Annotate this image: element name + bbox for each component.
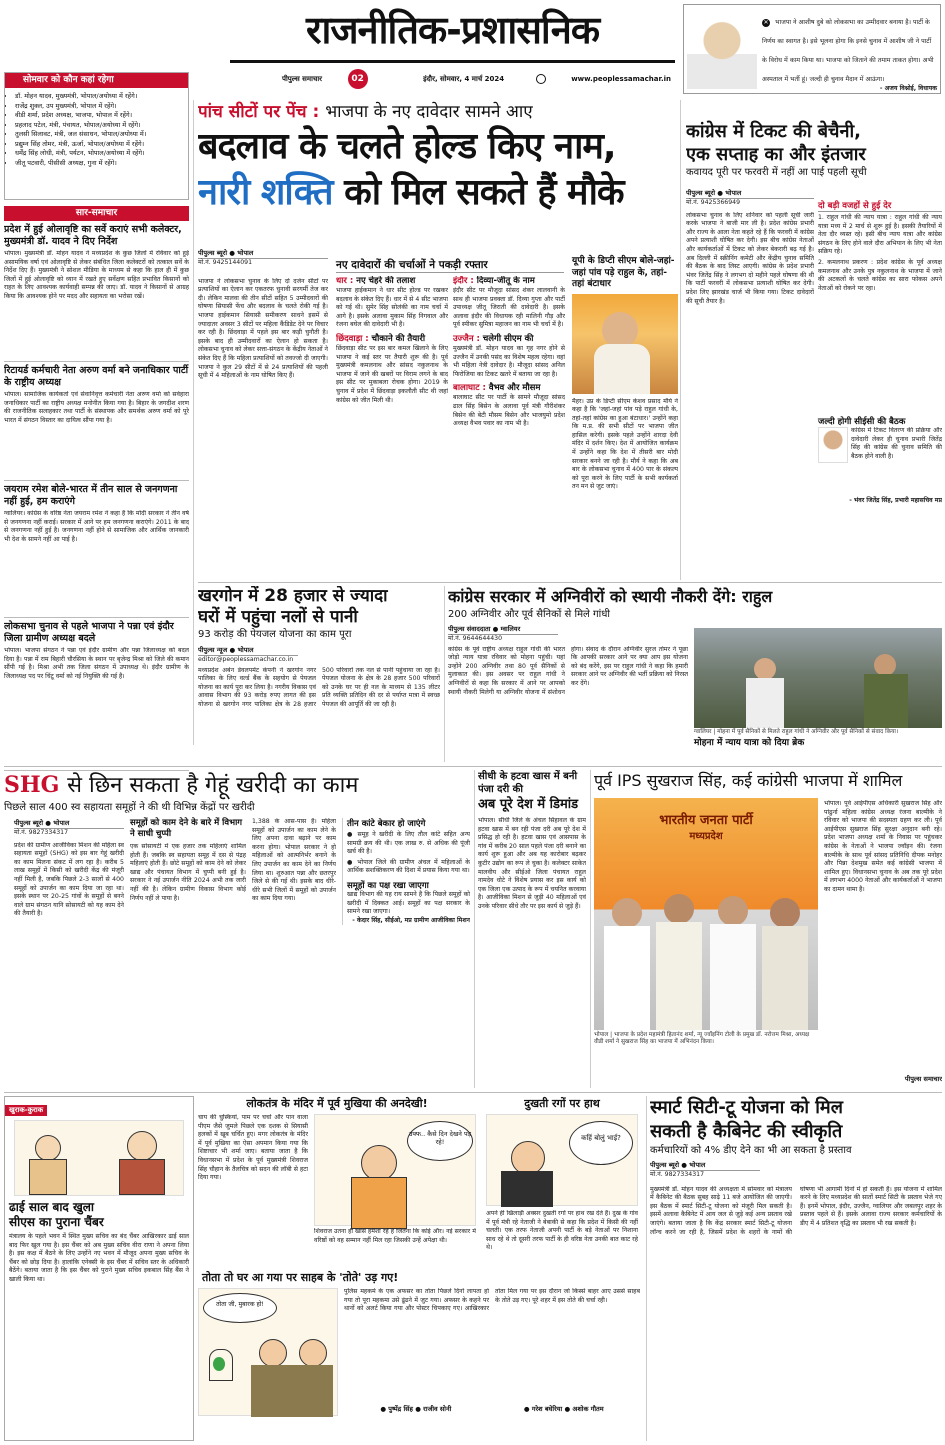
monday-list-item: • प्रहलाद पटेल, मंत्री, पंचायत, भोपाल/अयोध्या में रहेंगे। — [15, 121, 188, 131]
sidhi-story — [478, 770, 586, 1088]
dateline: इंदौर, सोमवार, 4 मार्च 2024 — [423, 74, 505, 83]
smart-city-mobile: मो.नं. 9827334317 — [650, 1171, 705, 1178]
sukhraj-title: पूर्व IPS सुखराज सिंह, कई कांग्रेसी भाजपा में शामिल — [594, 771, 903, 790]
loktantra-title: लोकतंत्र के मंदिर में पूर्व मुखिया की अनदेखी! — [246, 1097, 428, 1110]
sukhraj-footer-tag: पीपुल्स समाचार — [904, 1075, 942, 1083]
khargone-subtitle: 93 करोड़ की पेयजल योजना का काम पूरा — [198, 629, 352, 640]
sukhraj-body: भोपाल। पूर्व आईपीएस अधिकारी सुखराज सिंह और पांढुर्ना महिला कांग्रेस अध्यक्ष रंजना बाल्मीके ने रविवार को भाजपा की सदस्यता ग्रहण कर ली। पूर्व आईपीएस सुखराज सिंह सुरक्षा अनुदान बनी रहे। प्रदेश भाजपा अध्यक्ष शर्मा के निवास पर पहुंचकर कांग्रेस के नेताओं ने भाजपा ज्वॉइन की। रंजना बाल्मीके के साथ पूर्व सांसद प्रतिनिधि दीपक मनोहर और पिन्ना देशमुख समेत कई कांग्रेसी भाजपा में शामिल हुए। विधानसभा चुनाव के अब तक पूरे प्रदेश में लगभग 4000 नेताओं और कार्यकर्ताओं ने भाजपा का दामन थामा है। — [824, 800, 942, 893]
saar-item-title: रिटायर्ड कर्मचारी नेता अरुण वर्मा बने जनाधिकार पार्टी के राष्ट्रीय अध्यक्ष — [4, 365, 189, 388]
tota-cartoon — [198, 1288, 338, 1416]
politician-photo — [687, 11, 757, 89]
sukhraj-story — [594, 770, 942, 1088]
lead-sub-title: नए चेहरे की तलाश — [356, 276, 416, 286]
lead-sub-item — [336, 276, 448, 330]
quote-attribution: - अजय विश्नोई, विधायक — [879, 85, 937, 92]
bjp-event-photo — [594, 798, 818, 1030]
khurak-tag: खुराक-कुराक — [5, 1105, 47, 1116]
saar-item — [4, 618, 189, 771]
saar-item-title: प्रदेश में हुई ओलावृष्टि का सर्वे कराएं सभी कलेक्टर, मुख्यमंत्री डॉ. यादव ने दिए निर्देश — [4, 224, 182, 247]
smart-city-title-2: सकती है कैबिनेट की स्वीकृति — [650, 1121, 843, 1142]
shg-byline: पीपुल्स ब्यूरो ● भोपाल — [14, 818, 124, 829]
shg-title-red: SHG — [4, 772, 60, 798]
congress-title-1: कांग्रेस में टिकट की बेचैनी, — [686, 121, 861, 142]
saar-item-body: भोपाल। मुख्यमंत्री डॉ. मोहन यादव ने मध्यप्रदेश के कुछ जिलों में रविवार को हुई असामयिक वर्षा एवं ओलावृष्टि से लेकर संबंधित जिला कलेक्टरों को तत्काल सर्वे के निर्देश दिए हैं। मुख्यमंत्री ने सोशल मीडिया के माध्यम से कहा कि हाल ही में कुछ जिलों में हुई ओलावृष्टि को ध्यान में रखते हुए सर्वेक्षण सहित प्रभावित किसानों को राहत के लिए आवश्यक कार्यवाही सम्पन्न की जाए। डॉ. यादव ने किसानों से आग्रह किया कि आवश्यक होने पर मदद और सहायता का भरोसा रखें। — [4, 250, 189, 300]
shg-side-body-2: खाद्य विभाग की यह राय सामने है कि पिछले समूहों को खरीदी में दिक्कत आई। समूहों का पक्ष सरकार के सामने रखा जाएगा। — [347, 890, 470, 916]
khurak-cartoon — [14, 1120, 184, 1196]
shg-point: ● समूह ने खरीदी के लिए तौल कांटे सहित अन्य सामग्री क्रय की थी। एक लाख रु. से अधिक की पूंजी खर्च की है। — [347, 831, 470, 856]
khargone-email[interactable]: editor@peoplessamachar.co.in — [198, 656, 294, 663]
loktantra-body-2: शिवराज उतना ही खास हमेशा रहे हैं जितना कि कोई और। नई सरकार में वरिष्ठों को वह सम्मान नहीं मिल रहा जिसकी उन्हें अपेक्षा थी। — [314, 1228, 476, 1244]
saar-item — [4, 221, 189, 362]
loktantra-body: चाय की चुस्कियां, पाम पर चर्चा और पान वाला पीएम जैसे जुमले पिछले एक दशक से सियासी हलकों में खूब चर्चित हुए। मगर लोकतंत्र के मंदिर में पूर्व मुखिया का ऐसा अपमान किया गया कि शिष्टाचार भी शर्मा जाए। बताया जाता है कि विधानसभा में प्रदेश के पूर्व मुख्यमंत्री शिवराज सिंह चौहान के तैलचित्र को सदन की लॉबी से हटा दिया गया। — [198, 1114, 308, 1182]
bjp-banner-text: भारतीय जनता पार्टी — [659, 813, 753, 828]
smart-city-subtitle: कर्मचारियों को 4% डीए देने का भी आ सकता है प्रस्ताव — [650, 1145, 852, 1156]
congress-byline: पीपुल्स ब्यूरो ● भोपाल — [686, 188, 814, 199]
section-title: राजनीतिक-प्रशासनिक — [305, 8, 600, 52]
masthead — [230, 4, 675, 96]
monday-list-item: • जीतू पटवारी, पीसीसी अध्यक्ष, गुना में रहेंगे। — [15, 159, 188, 169]
shg-body: प्रदेश की ग्रामीण आजीविका मिशन की महिला स्व सहायता समूहों (SHG) को इस बार गेहूं खरीदी का काम मिलना संकट में लग रहा है। करीब 5 लाख समूहों में किसी को खरीदी केंद्र की मंजूरी नहीं मिली है, जबकि पिछले 2-3 सालों से 400 समूहों को उपार्जन का काम दिया जा रहा था। इसके स्थान पर 20-25 गांवों के समूहों से बनने वाले ग्राम संगठन यानि सोसायटी को यह काम देने की तैयारी है। — [14, 841, 124, 918]
dukhti-story — [482, 1096, 642, 1266]
saar-item-body: भोपाल। भाजपा संगठन ने पन्ना एवं इंदौर ग्रामीण और पन्ना जिलाध्यक्ष को बदल दिया है। पन्ना में राम बिहारी चौरसिया के स्थान पर बृजेन्द्र मिश्रा को जिले की कमान सौंपी गई है। मिश्रा अभी तक जिला संगठन में उपाध्यक्ष थे। इंदौर ग्रामीण के जिलाध्यक्ष पद पर चिंटू वर्मा को नई नियुक्ति की गई है। — [4, 647, 189, 680]
lead-sub-body: मुख्यमंत्री डॉ. मोहन यादव का गृह नगर होने से उज्जैन में उनकी पसंद का विशेष महत्व रहेगा। वहां भी महिला नेत्री दावेदार है। मौजूदा सांसद अनिल फिरोजिया का टिकट खतरे में बताया जा रहा है। — [453, 344, 565, 378]
loktantra-speech: उफ्फ.. कैसे दिन देखने पड़ रहे! — [407, 1121, 473, 1161]
quote-box — [683, 4, 941, 94]
lead-sub-item — [453, 334, 565, 379]
congress-mobile: मो.नं. 9425366949 — [686, 199, 741, 206]
dukhti-body: अपने ही खिलाड़ी अक्सर दुखती रगों पर हाथ रख देते हैं। दुख के गांव में पूर्व मंत्री रहे नेताजी ने बेबाकी से कहा कि प्रदेश में किसी की नहीं चलती। एक तरफ नेताजी अपनी पार्टी के बड़े नेताओं पर निशाना साध रहे थे तो दूसरी तरफ पार्टी के ही वरिष्ठ नेता उनकी बात काट रहे थे। — [486, 1210, 638, 1252]
lead-headline-1: बदलाव के चलते होल्ड किए नाम, — [198, 126, 616, 167]
shg-side-heading-2: समूहों का पक्ष रखा जाएगा — [347, 880, 429, 891]
agniveer-photo-caption: ग्वालियर | मोहना में पूर्व सैनिकों से मिलते राहुल गांधी ने अग्निवीर और पूर्व सैनिकों से संवाद किया। — [694, 729, 899, 735]
lead-col-b — [453, 276, 565, 576]
quote-text: भाजपा ने आशीष दुबे को लोकसभा का उम्मीदवार बनाया है। पार्टी के निर्णय का स्वागत है। इसे भूलना होगा कि इनसे चुनाव में आशीष जी ने पार्टी के विरोध में काम किया था। भाजपा को जिताने की तमाम ताकत होगा। अभी अस्पताल में भर्ती हूं। जल्दी ही चुनाव मैदान में आऊंगा। — [762, 19, 934, 83]
prabhari-photo — [818, 427, 848, 463]
lead-sub-body: इंदौर सीट पर मौजूदा सांसद शंकर लालवानी के साथ ही भाजपा प्रवक्ता डॉ. दिव्या गुप्ता और पार्टी उपाध्यक्ष जीतू जिराती की दावेदारी है। इसके अलावा इंदौर की विधायक रही मालिनी गौड़ और पूर्व स्पीकर सुमित्रा महाजन का नाम भी चर्चा में है। — [453, 287, 565, 329]
mohna-heading: मोहना में न्याय यात्रा को दिया ब्रेक — [694, 738, 805, 748]
tota-body: पुलिस महकमे के एक अफसर का तोता पिछले दिनों लापता हो गया तो पूरा महकमा उसे ढूंढने में जुट गया। अफसर के कहने पर थानों को अलर्ट किया गया और पोस्टर चिपकाए गए। आखिरकार तोता मिल गया पर इस दौरान जो किस्से बाहर आए उससे साहब के तोते उड़ गए। पूरे शहर में इस तोते की चर्चा रही। — [344, 1288, 640, 1313]
lead-col-a — [336, 276, 448, 576]
lead-sub-title: चलेगी सीएम की — [482, 333, 534, 344]
lead-sub-label: धार : — [336, 276, 357, 286]
tota-speech: तोता जी, मुबारक हो! — [203, 1293, 277, 1323]
congress-title-2: एक सप्ताह का और इंतजार — [686, 144, 866, 165]
khurak-title-2: सीएस का पुराना चैंबर — [9, 1215, 104, 1229]
agniveer-photo — [694, 628, 942, 728]
khargone-story — [198, 586, 440, 762]
monday-heading: सोमवार को कौन कहां रहेगा — [5, 73, 188, 88]
paper-name: पीपुल्स समाचार — [282, 74, 323, 83]
bjp-banner-sub: मध्यप्रदेश — [689, 831, 723, 842]
saar-item-body: भोपाल। सामाजिक कार्यकर्ता एवं सेवानिवृत्त कर्मचारी नेता अरुण वर्मा को सर्वहारा जनाधिकार पार्टी का राष्ट्रीय अध्यक्ष मनोनीत किया गया है। बिहार के जगदीश शरण की राजनीतिक सलाहकार तथा पार्टी के संस्थापक और समर्थक अरुण वर्मा को पूरे भारत में संगठन विस्तार का दायित्व सौंपा गया है। — [4, 391, 189, 424]
dukhti-speech: कहिं बोलुं भाई? — [569, 1121, 633, 1165]
shg-inset-body: एक सोसायटी में एक हजार तक महिलाएं शामिल होती हैं। जबकि स्व सहायता समूह में दस से पंद्रह महिलाएं होती हैं। छोटे समूहों को काम देने को लेकर खाद्य और पंचायत विभाग में चुप्पी बनी हुई है। सरकार ने नई उपार्जन नीति 2024 अभी तक जारी नहीं की है। लेकिन ग्रामीण विकास विभाग कोई निर्णय नहीं ले पाया है। — [130, 843, 246, 902]
tota-title: तोता तो घर आ गया पर साहब के 'तोते' उड़ गए! — [202, 1271, 399, 1284]
lead-sub-title: दिव्या-जीतू के नाम — [476, 276, 535, 286]
lead-subheading: नए दावेदारों की चर्चाओं ने पकड़ी रफ्तार — [336, 258, 564, 273]
agniveer-subtitle: 200 अग्निवीर और पूर्व सैनिकों से मिले गांधी — [448, 609, 610, 620]
saar-item — [4, 362, 189, 481]
close-quote-icon: ✕ — [763, 19, 769, 26]
bjp-photo-caption: भोपाल | भाजपा के प्रदेश महामंत्री हितानंद शर्मा, न्यू ज्वॉइनिंग टोली के प्रमुख डॉ. नरोत्तम मिश्रा, अध्यक्ष वीडी शर्मा ने सुखराज सिंह का भाजपा में अभिनंदन किया। — [594, 1032, 810, 1046]
lead-mobile: मो.नं. 9425144091 — [198, 259, 253, 266]
saar-item — [4, 481, 189, 618]
shg-side-heading: तीन कांटे बेकार हो जाएंगे — [347, 819, 426, 829]
khurak-box — [4, 1096, 194, 1441]
deputy-cm-photo — [572, 294, 678, 394]
loktantra-story — [198, 1096, 476, 1266]
shg-mobile: मो.नं. 9827334317 — [14, 829, 69, 836]
congress-side-heading: दो बड़ी वजहों से हुई देर — [818, 200, 942, 212]
lead-sub-body: छिंदवाड़ा सीट पर इस बार कमल खिलाने के लिए भाजपा ने कई स्तर पर तैयारी शुरू की है। पूर्व मुख्यमंत्री कमलनाथ और सांसद नकुलनाथ के भाजपा में जाने की खबरों पर विराम लगने के बाद इस सीट पर मुकाबला रोचक होगा। 2019 के चुनाव में प्रदेश में छिंदवाड़ा इकलौती सीट थी जहां कांग्रेस को जीत मिली थी। — [336, 344, 448, 404]
footer-byline-2: ● गरेश बघेरिया ● अशोक गौतम — [523, 1405, 604, 1413]
parrot-icon — [213, 1357, 225, 1371]
lead-sub-item — [453, 276, 565, 330]
shg-side-attribution: - केदार सिंह, सीईओ, मप्र ग्रामीण आजीविका मिशन — [352, 916, 470, 924]
saar-heading: सार-समाचार — [4, 206, 189, 221]
dukhti-cartoon — [486, 1114, 638, 1206]
tota-story — [198, 1270, 642, 1420]
monday-box — [4, 72, 189, 200]
lead-story — [198, 100, 678, 580]
khargone-body: मध्यप्रदेश अर्बन डेवलपमेंट कंपनी ने खरगोन नगर पालिका के लिए वर्ल्ड बैंक के सहयोग से पेयजल योजना का कार्य पूरा कर लिया है। नगरीय विकास एवं आवास विभाग की 93 करोड़ रुपए लागत की इस योजना से खरगोन नगर पालिका क्षेत्र के 28 हजार 500 परिवारों तक नल से पानी पहुंचाया जा रहा है। पेयजल योजना के क्षेत्र के 28 हजार 500 परिवारों को उनके घर पर ही नल के माध्यम से 135 लीटर प्रति व्यक्ति प्रतिदिन की दर से पर्याप्त मात्रा में स्वच्छ पेयजल की आपूर्ति की जा रही है। — [198, 666, 440, 708]
lead-body: भाजपा ने लोकसभा चुनाव के लिए दो दर्जन सीटों पर प्रत्याशियों का ऐलान कर एकतरफ चुनावी सरगर्मी तेज कर दी। लेकिन मालवा की तीन सीटों सहित 5 उम्मीदवारों की घोषणा सियासी फेंच और बदलाव के चलते रोकी गई है। भाजपा हाईकमान सियासी समीकरण साधने इसमें से ज्यादातर अवसर 3 सीटों पर महिला कैंडिडेट देने पर विचार कर रही है। छिंदवाड़ा में पहले इस बार कड़ी चुनौती है। इसके बाद ही उम्मीदवारों का ऐलान हो सकता है। लोकसभा चुनाव को लेकर सत्ता-संगठन के केंद्रीय नेताओं ने संकेत दिए हैं कि महिला प्रत्याशियों को तवज्जो दी जाएगी। भाजपा ने कुल 29 सीटों में से 24 प्रत्याशियों की पहली सूची में 4 महिलाओं के नाम घोषित किए हैं। — [198, 277, 328, 380]
lead-headline-2a: नारी शक्ति — [198, 172, 333, 213]
congress-point: 1. राहुल गांधी की न्याय यात्रा : राहुल गांधी की न्याय यात्रा मध्य में 2 मार्च से शुरू हुई है। इसकी तैयारियों में नेता दौर व्यस्त रहे। इसी बीच न्याय यात्रा और कांग्रेस संगठन के लिए होने वाले दौरा अभियान के लिए भी नेता सक्रिय रहे। — [818, 214, 942, 256]
sidhi-title-1: सीधी के हटवा खास में बनी पंजा दरी की — [478, 771, 578, 795]
khargone-title-2: घरों में पहुंचा नलों से पानी — [198, 607, 358, 627]
khurak-body: मंत्रालय के पहले भवन में स्थित मुख्य सचिव का बंद चैंबर आखिरकार ढाई साल बाद फिर खुल गया है। इस चैंबर को अब मुख्य सचिव वीरा राणा ने अपना लिया है। इस कक्ष में बैठने के लिए उन्होंने नए भवन में मौजूद अपना मुख्य सचिव के चैंबर को छोड़ दिया है। हालांकि एनेक्सी के इस चैंबर में सचिव स्तर के अधिकारी बैठेंगे। बताया जाता है कि इस चैंबर को पुराने मुख्य सचिव इकबाल सिंह बैंस ने खाली किया था। — [9, 1233, 189, 1283]
khurak-title-1: ढाई साल बाद खुला — [9, 1200, 95, 1214]
smart-city-story — [650, 1096, 942, 1441]
side-story-title: यूपी के डिप्टी सीएम बोले-जहां-जहां पांव पड़े राहुल के, तहां-तहां बंटाधार — [572, 256, 675, 289]
lead-sub-body: बालाघाट सीट पर पार्टी के सामने मौजूदा सांसद ढाल सिंह बिसेन के अलावा पूर्व मंत्री गौरीशंकर बिसेन की बेटी मौसम बिसेन और भाजयुमो प्रदेश अध्यक्ष वैभव पवार का नाम भी है। — [453, 394, 565, 428]
agniveer-title: कांग्रेस सरकार में अग्निवीरों को स्थायी नौकरी देंगे: राहुल — [448, 587, 773, 606]
monday-list-item: • प्रद्युम्न सिंह तोमर, मंत्री, ऊर्जा, भोपाल/अयोध्या में रहेंगे। — [15, 140, 188, 150]
monday-list-item: • धर्मेंद्र सिंह लोधी, मंत्री, पर्यटन, भोपाल/अयोध्या में रहेंगे। — [15, 149, 188, 159]
sidhi-body: भोपाल। सीधी जिले के अंचल सिहावल के ग्राम हटवा खास में बन रही पंजा दरी अब पूरे देश में प्रसिद्ध हो रही है। हटवा खास एवं आसपास के गांव में करीब 20 साल पहले पंजा दरी बनाने का कार्य शुरू हुआ और अब यह कारोबार बढ़कर कुटीर उद्योग का रूप ले चुका है। कलेक्टर साकेत मालवीय और सीईओ जिला पंचायत राहुल नामदेव धोटे ने विशेष प्रयास कर इस कार्य को एक जिला एक उत्पाद के रूप में चयनित करवाया है। आजीविका मिशन से जुड़ी 40 महिलाओं एवं उनके परिवार सीधे तौर पर इस कार्य से जुड़े हैं। — [478, 817, 586, 910]
lead-sub-item — [453, 383, 565, 428]
congress-subtitle: कवायद पूरी पर फरवरी में नहीं आ पाई पहली सूची — [686, 167, 867, 178]
page-number: 02 — [348, 69, 368, 89]
shg-inset-heading: समूहों को काम देने के बारे में विभाग ने साधी चुप्पी — [130, 818, 243, 839]
shg-point: ● भोपाल जिले की ग्रामीण अंचल में महिलाओं के आर्थिक सशक्तिकरण की दिशा में प्रयास किया गया था। — [347, 858, 470, 875]
loktantra-cartoon — [314, 1114, 476, 1226]
congress-points — [818, 212, 942, 412]
monday-list-item: • वीडी शर्मा, प्रदेश अध्यक्ष, भाजपा, भोपाल में रहेंगे। — [15, 111, 188, 121]
smart-city-byline: पीपुल्स ब्यूरो ● भोपाल — [650, 1160, 760, 1171]
agniveer-story — [448, 586, 942, 762]
shg-title-rest: से छिन सकता है गेहूं खरीदी का काम — [67, 773, 359, 798]
lead-sub-title: चौकाने की तैयारी — [371, 333, 426, 344]
smart-city-body: मुख्यमंत्री डॉ. मोहन यादव की अध्यक्षता में सोमवार को मंत्रालय में कैबिनेट की बैठक सुबह साढ़े 11 बजे आयोजित की जाएगी। इस बैठक में स्मार्ट सिटी-टू योजना को मंजूरी मिल सकती है। इसमें अलावा कैबिनेट में आय जल से जुड़े कई अन्य प्रस्ताव रखे जाएंगे। बताया जाता है कि केंद्र सरकार स्मार्ट सिटी-टू योजना लॉन्च करने जा रही है, जिसमें प्रदेश के शहरों के नामों की घोषणा भी आगामी दिनों में हो सकती है। इस योजना में शामिल करने के लिए मध्यप्रदेश की सातों स्मार्ट सिटी के प्रस्ताव भेजे गए हैं। इनमें भोपाल, इंदौर, उज्जैन, ग्वालियर और जबलपुर शहर के प्रस्ताव पहले से हैं। इसके अलावा राज्य सरकार कर्मचारियों के डीए में 4 प्रतिशत वृद्धि का प्रस्ताव भी रख सकती है। — [650, 1185, 942, 1236]
monday-list-item: • राजेंद्र शुक्ल, उप मुख्यमंत्री, भोपाल में रहेंगे। — [15, 102, 188, 112]
agniveer-byline: पीपुल्स संवाददाता ● ग्वालियर — [448, 624, 558, 635]
website[interactable]: www.peoplessamachar.in — [571, 75, 671, 83]
congress-body: लोकसभा चुनाव के लिए शनिवार को पहली सूची जारी करके भाजपा ने बाजी मार ली है। प्रदेश कांग्रेस प्रभारी और राज्य के आला नेता कहते रहे हैं कि फरवरी में कांग्रेस अपने प्रत्याशी घोषित कर देगी। इस बीच कांग्रेस नेताओं और कार्यकर्ताओं में टिकट को लेकर बेकरारी बढ़ गई है। अब दिल्ली में स्क्रीनिंग कमेटी और केंद्रीय चुनाव समिति की बैठक के बाद लिस्ट आएगी। कांग्रेस के प्रदेश प्रभारी भंवर जितेंद्र सिंह ने लगभग दो महीने पहले घोषणा की थी कि पार्टी फरवरी में लोकसभा प्रत्याशी घोषित कर देगी। प्रदेश लिए झारखंड चार्ज भी किया गया। टिकट दावेदारों की सूची तैयार है। — [686, 211, 814, 305]
shg-points — [347, 831, 470, 876]
khargone-title-1: खरगोन में 28 हजार से ज्यादा — [198, 586, 388, 606]
sidhi-title-2: अब पूरे देश में डिमांड — [478, 797, 579, 812]
shg-story — [4, 770, 470, 1088]
monday-list-item: • तुलसी सिलावट, मंत्री, जल संसाधन, भोपाल/अयोध्या में। — [15, 130, 188, 140]
lead-kicker: पांच सीटों पर पेंच : — [198, 102, 320, 122]
saar-item-title: लोकसभा चुनाव से पहले भाजपा ने पन्ना एवं इंदौर जिला ग्रामीण अध्यक्ष बदले — [4, 621, 174, 644]
saar-items — [4, 221, 189, 771]
khargone-byline: पीपुल्स न्यूज ● भोपाल — [198, 645, 298, 656]
shg-col3: 1,388 के आस-पास है। महिला समूहों को उपार्जन का काम लेने के लिए अपना दावा बढ़ाने पर काम करना होगा। भोपाल सरकार ने हो महिलाओं को आत्मनिर्भर बनाने के लिए उपार्जन का काम देने का निर्णय लिया था। शुरुआत पन्ना और छतरपुर जिले से की गई थी। इसके बाद धीरे-धीरे सभी जिलों में समूहों को उपार्जन का काम दिया गया। — [252, 818, 336, 903]
saar-item-title: जयराम रमेश बोले-भारत में तीन साल से जनगणना नहीं हुई, हम कराएंगे — [4, 484, 178, 507]
shg-subtitle: पिछले साल 400 स्व सहायता समूहों ने की थी विभिन्न केंद्रों पर खरीदी — [4, 802, 255, 813]
monday-list-item: • डॉ. मोहन यादव, मुख्यमंत्री, भोपाल/अयोध्या में रहेंगे। — [15, 92, 188, 102]
website-icon — [536, 74, 546, 84]
congress-point: 2. कमलनाथ प्रकरण : प्रदेश कांग्रेस के पूर्व अध्यक्ष कमलनाथ और उनके पुत्र नकुलनाथ के भाजपा में जाने की अटकलों के चलते कांग्रेस का सारा फोकस अपने नेताओं को रोकने पर रहा। — [818, 258, 942, 292]
dukhti-title: दुखती रगों पर हाथ — [524, 1097, 600, 1110]
side-story-body: मैहर। उप्र के डिप्टी सीएम केशव प्रसाद मौर्य ने कहा है कि 'जहां-जहां पांव पड़े राहुल गांधी के, तहां-तहां कांग्रेस का हुआ बंटाधार।' उन्होंने कहा कि म.प्र. की सभी सीटों पर भाजपा जीत हासिल करेगी। इसके पहले उन्होंने शारदा देवी मंदिर में दर्शन किए। देश में आयोजित कार्यक्रम में उन्होंने कहा कि देश में तीसरी बार मोदी सरकार बनने जा रही है। मौर्य ने कहा कि अब बार के लोकसभा चुनाव में 400 पार के संकल्प को पूरा करने के लिए पार्टी के सभी कार्यकर्ता तन मन से जुट जाएं। — [572, 397, 678, 491]
lead-sub-body: भाजपा हाईकमान ने धार सीट होल्ड पर रखकर बदलाव के संकेत दिए हैं। धार में से 4 सीट भाजपा को गई थी। सुमेर सिंह सोलंकी का नाम चर्चा में आगे है। इसके अलावा मुकाम सिंह निगवाल और रंजना बघेल की दावेदारी भी है। — [336, 287, 448, 329]
lead-sub-item — [336, 334, 448, 405]
agniveer-mobile: मो.नं. 9644644430 — [448, 635, 503, 642]
smart-city-title-1: स्मार्ट सिटी-टू योजना को मिल — [650, 1097, 843, 1118]
lead-sub-title: वैभव और मौसम — [488, 383, 541, 394]
lead-sub-label: छिंदवाड़ा : — [336, 333, 372, 344]
monday-list — [5, 92, 188, 168]
lead-kicker-rest: भाजपा के नए दावेदार सामने आए — [325, 102, 533, 122]
cec-attribution: - भंवर जितेंद्र सिंह, प्रभारी महासचिव मप्र — [849, 497, 942, 504]
footer-byline-1: ● पुष्पेंद्र सिंह ● राजीव सोनी — [380, 1405, 452, 1413]
lead-byline: पीपुल्स ब्यूरो ● भोपाल — [198, 248, 328, 259]
lead-sub-label: इंदौर : — [453, 276, 477, 286]
congress-wait-story — [686, 120, 942, 580]
cec-heading: जल्दी होगी सीईसी की बैठक — [818, 417, 906, 427]
saar-item-body: ग्वालियर। कांग्रेस के वरिष्ठ नेता जयराम रमेश ने कहा है कि मोदी सरकार ने तीन वर्ष से जनगणना नहीं कराई। सरकार में आने पर हम जनगणना कराएंगे। 2011 के बाद से जनगणना नहीं हुई है। जनगणना नहीं होने से सामाजिक और आर्थिक जानकारी भी देश के सामने नहीं आ पाई है। — [4, 510, 189, 543]
lead-sub-label: बालाघाट : — [453, 383, 489, 394]
agniveer-body: कांग्रेस के पूर्व राष्ट्रीय अध्यक्ष राहुल गांधी की भारत जोड़ो न्याय यात्रा रविवार को मोहना पहुंची। यहां उन्होंने 200 अग्निवीर तथा 80 पूर्व सैनिकों से मुलाकात की। इस अवसर पर राहुल गांधी ने अग्निवीरों से कहा कि सरकार में आने पर आपको स्थायी नौकरी मिलेगी या अग्निवीर योजना में संशोधन होगा। संवाद के दौरान अग्निवीर सुरज तोमर ने पूछा कि आपकी सरकार आने पर क्या आप इस योजना को बंद करेंगे, इस पर राहुल गांधी ने कहा कि हमारी सरकार आने पर अग्निवीर की भर्ती प्रक्रिया को निरस्त कर देंगे। — [448, 645, 688, 696]
lead-sub-label: उज्जैन : — [453, 333, 483, 344]
cec-body: कांग्रेस में टिकट वितरण की प्रक्रिया और दावेदारी लेकर ही चुनाव प्रभारी जितेंद्र सिंह की कांग्रेस की चुनाव समिति की बैठक होने वाली है। — [851, 427, 942, 460]
lead-headline-2b: को मिल सकते हैं मौके — [344, 172, 624, 213]
